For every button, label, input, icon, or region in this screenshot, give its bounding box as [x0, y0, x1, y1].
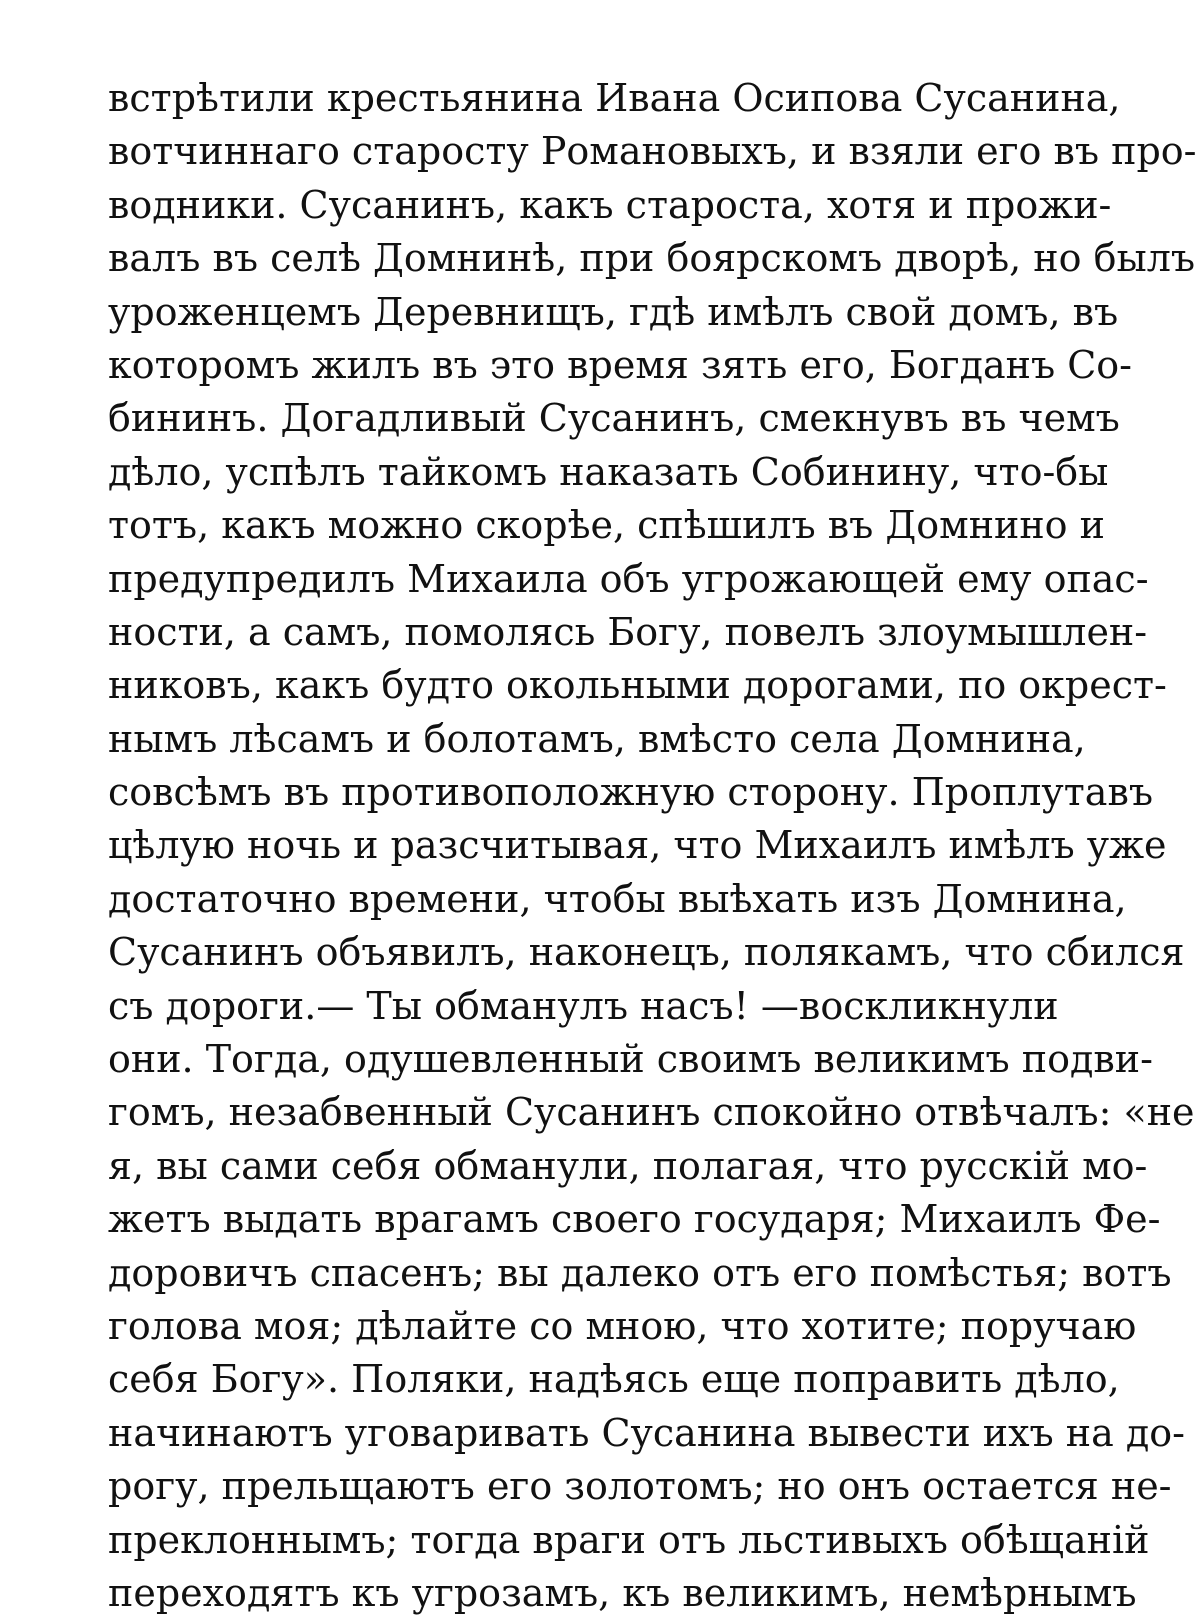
text-line: жетъ выдать врагамъ своего государя; Михаилъ Фе-	[108, 1197, 1161, 1242]
text-line: водники. Сусанинъ, какъ староста, хотя и прожи-	[108, 182, 1112, 227]
text-line: ности, а самъ, помолясь Богу, повелъ злоумышлен-	[108, 609, 1148, 654]
text-line: совсѣмъ въ противоположную сторону. Проплутавъ	[108, 770, 1154, 815]
text-line: Сусанинъ объявилъ, наконецъ, полякамъ, что сбился	[108, 930, 1185, 975]
text-line: голова моя; дѣлайте со мною, что хотите; поручаю	[108, 1303, 1137, 1348]
text-line: встрѣтили крестьянина Ивана Осипова Сусанина,	[108, 76, 1121, 120]
text-line: преклоннымъ; тогда враги отъ льстивыхъ обѣщаній	[108, 1517, 1150, 1562]
text-line: валъ въ селѣ Домнинѣ, при боярскомъ дворѣ, но былъ	[108, 236, 1196, 281]
body-text	[108, 72, 1197, 1620]
text-line: никовъ, какъ будто окольными дорогами, по окрест-	[108, 663, 1167, 708]
text-line: я, вы сами себя обманули, полагая, что русскій мо-	[108, 1143, 1148, 1188]
text-line: доровичъ спасенъ; вы далеко отъ его помѣстья; вотъ	[108, 1250, 1172, 1295]
text-line: бининъ. Догадливый Сусанинъ, смекнувъ въ чемъ	[108, 396, 1120, 441]
text-line: вотчиннаго старосту Романовыхъ, и взяли его въ про-	[108, 129, 1197, 174]
text-line: переходятъ къ угрозамъ, къ великимъ, немѣрнымъ	[108, 1570, 1137, 1615]
text-line: начинаютъ уговаривать Сусанина вывести ихъ на до-	[108, 1410, 1185, 1455]
text-line: тотъ, какъ можно скорѣе, спѣшилъ въ Домнино и	[108, 503, 1105, 548]
text-line: съ дороги.— Ты обманулъ насъ! —воскликнули	[108, 983, 1059, 1028]
text-line: они. Тогда, одушевленный своимъ великимъ подви-	[108, 1037, 1153, 1082]
text-line: предупредилъ Михаила объ угрожающей ему опас-	[108, 556, 1149, 601]
text-line: гомъ, незабвенный Сусанинъ спокойно отвѣчалъ: «не	[108, 1090, 1195, 1135]
text-line: достаточно времени, чтобы выѣхать изъ Домнина,	[108, 876, 1127, 921]
text-line: которомъ жилъ въ это время зять его, Богданъ Со-	[108, 342, 1133, 387]
text-line: уроженцемъ Деревнищъ, гдѣ имѣлъ свой домъ, въ	[108, 289, 1119, 334]
text-line: себя Богу». Поляки, надѣясь еще поправить дѣло,	[108, 1357, 1120, 1402]
text-line: цѣлую ночь и разсчитывая, что Михаилъ имѣлъ уже	[108, 823, 1167, 868]
text-line: рогу, прельщаютъ его золотомъ; но онъ остается не-	[108, 1464, 1172, 1509]
text-line: дѣло, успѣлъ тайкомъ наказать Собинину, что-бы	[108, 449, 1109, 494]
text-line: нымъ лѣсамъ и болотамъ, вмѣсто села Домнина,	[108, 716, 1086, 761]
